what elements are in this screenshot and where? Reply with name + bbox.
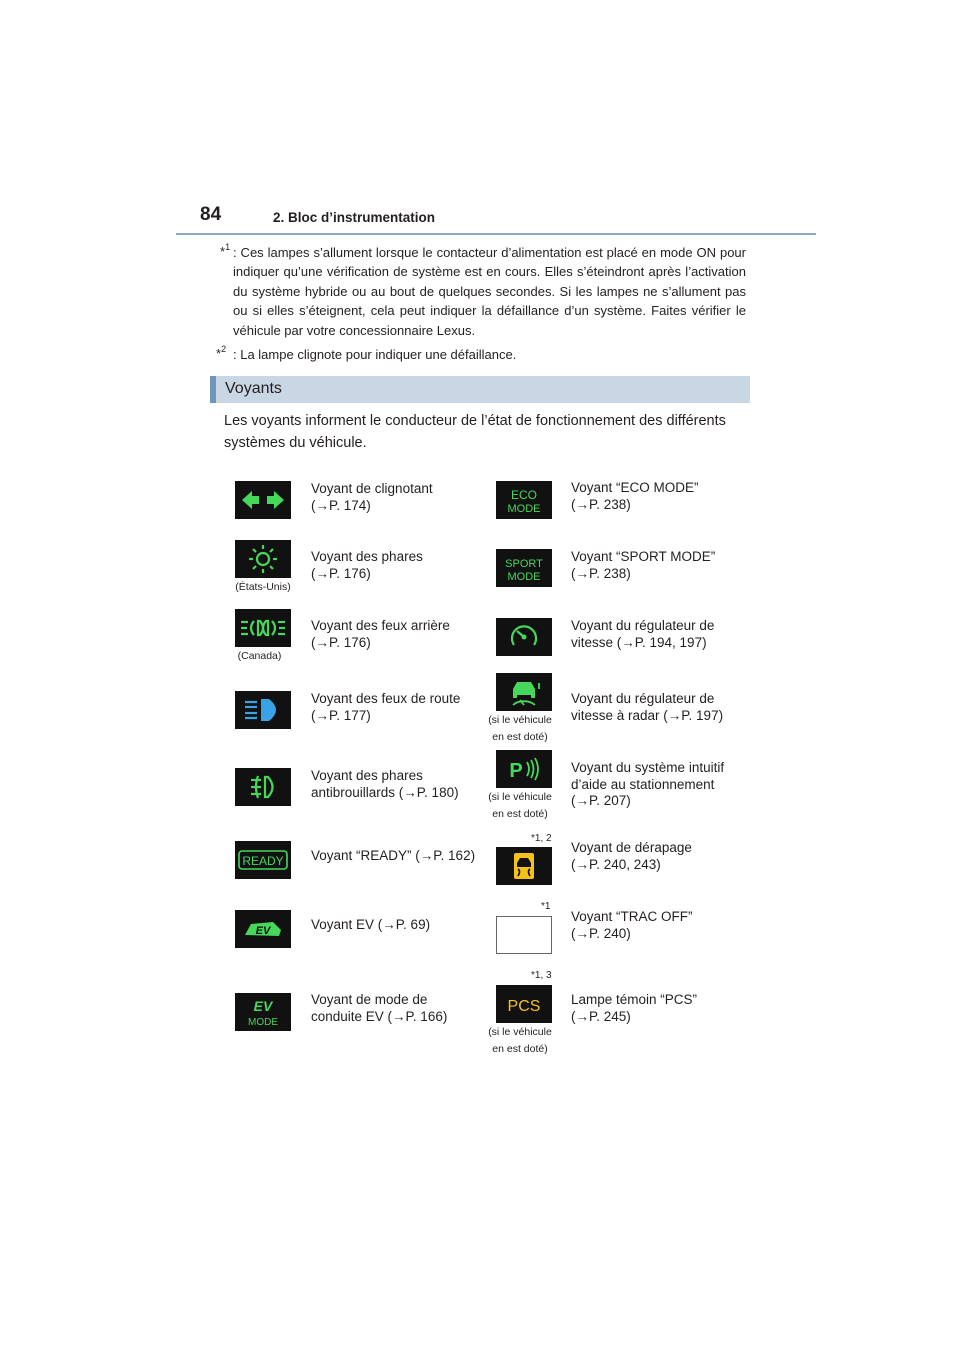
tail-lights-caption: (Canada) — [237, 650, 282, 662]
ev-mode-description: Voyant de mode de conduite EV (→P. 166) — [311, 992, 448, 1024]
slip-indicator-icon — [496, 847, 552, 885]
header-rule — [176, 233, 816, 235]
sport-mode-icon-label: SPORT — [505, 558, 543, 570]
ev-mode-icon-sublabel: MODE — [248, 1017, 278, 1028]
chapter-title: 2. Bloc d’instrumentation — [273, 210, 436, 225]
turn-signal-description: Voyant de clignotant (→P. 174) — [311, 481, 433, 513]
eco-mode-icon-sublabel: MODE — [507, 503, 541, 515]
headlight-caption: (États-Unis) — [235, 581, 291, 593]
ev-mode-icon — [235, 993, 291, 1031]
fog-light-description: Voyant des phares antibrouillards (→P. 180) — [311, 768, 459, 800]
slip-description: Voyant de dérapage (→P. 240, 243) — [571, 840, 692, 872]
radar-cruise-description: Voyant du régulateur de vitesse à radar (→P. 197) — [571, 691, 724, 723]
eco-mode-icon-label: ECO — [510, 488, 538, 502]
footnote-2-text: : La lampe clignote pour indiquer une défaillance. — [233, 347, 517, 362]
parking-assist-icon-label: P — [509, 760, 523, 782]
high-beam-icon — [235, 691, 291, 729]
ev-mode-icon-label: EV — [253, 998, 273, 1014]
cruise-control-description: Voyant du régulateur de vitesse (→P. 194, 197) — [571, 618, 715, 650]
footnote-1-mark: *$^1$ — [220, 242, 231, 259]
tail-lights-icon — [235, 609, 291, 647]
slip-footnote-ref: *1, 2 — [531, 833, 552, 844]
high-beam-description: Voyant des feux de route (→P. 177) — [311, 691, 461, 723]
radar-cruise-caption: (si le véhicule en est doté) — [488, 714, 552, 743]
sport-mode-icon-sublabel: MODE — [507, 571, 541, 583]
parking-assist-description: Voyant du système intuitif d’aide au stationnement (→P. 207) — [571, 760, 725, 808]
headlight-description: Voyant des phares (→P. 176) — [311, 549, 423, 581]
trac-off-footnote-ref: *1 — [541, 901, 551, 912]
headlight-sun-icon — [235, 540, 291, 578]
trac-off-description: Voyant “TRAC OFF” (→P. 240) — [571, 909, 693, 941]
trac-off-icon — [496, 916, 552, 954]
pcs-icon — [496, 985, 552, 1023]
cruise-control-icon — [496, 618, 552, 656]
ready-icon-label: READY — [242, 854, 284, 868]
ev-icon-label: EV — [255, 925, 271, 937]
eco-mode-icon — [496, 481, 552, 519]
section-title: Voyants — [225, 380, 282, 397]
pcs-caption: (si le véhicule en est doté) — [488, 1026, 552, 1055]
pcs-footnote-ref: *1, 3 — [531, 970, 552, 981]
tail-lights-description: Voyant des feux arrière (→P. 176) — [311, 618, 450, 650]
sport-mode-description: Voyant “SPORT MODE” (→P. 238) — [571, 549, 716, 581]
ready-icon — [235, 841, 291, 879]
page-number: 84 — [200, 204, 222, 225]
footnote-1-text: : Ces lampes s’allument lorsque le contacteur d’alimentation est placé en mode ON pour indiquer qu’une vérification de système est en cours. Elles s’éteindront après l’activation du système hybride ou au bout de quelques secondes. Si les lampes ne s’allument pas ou si elles s’éteignent, cela peut indiquer la défaillance d’un système. Faites vérifier le véhicule par votre concessionnaire Lexus. — [233, 245, 746, 338]
front-fog-light-icon — [235, 768, 291, 806]
parking-assist-icon — [496, 750, 552, 788]
ev-icon — [235, 910, 291, 948]
sport-mode-icon — [496, 549, 552, 587]
intro-paragraph: Les voyants informent le conducteur de l’état de fonctionnement des différents systèmes du véhicule. — [224, 413, 726, 451]
pcs-description: Lampe témoin “PCS” (→P. 245) — [571, 992, 698, 1024]
section-header — [210, 376, 750, 403]
footnote-2-mark: *$^2$ — [216, 344, 227, 361]
ev-description: Voyant EV (→P. 69) — [311, 917, 431, 932]
parking-assist-caption: (si le véhicule en est doté) — [488, 791, 552, 820]
ready-description: Voyant “READY” (→P. 162) — [311, 848, 476, 863]
eco-mode-description: Voyant “ECO MODE” (→P. 238) — [571, 480, 699, 512]
pcs-icon-label: PCS — [507, 998, 541, 1015]
radar-cruise-control-icon — [496, 673, 552, 711]
turn-signal-arrows-icon — [235, 481, 291, 519]
